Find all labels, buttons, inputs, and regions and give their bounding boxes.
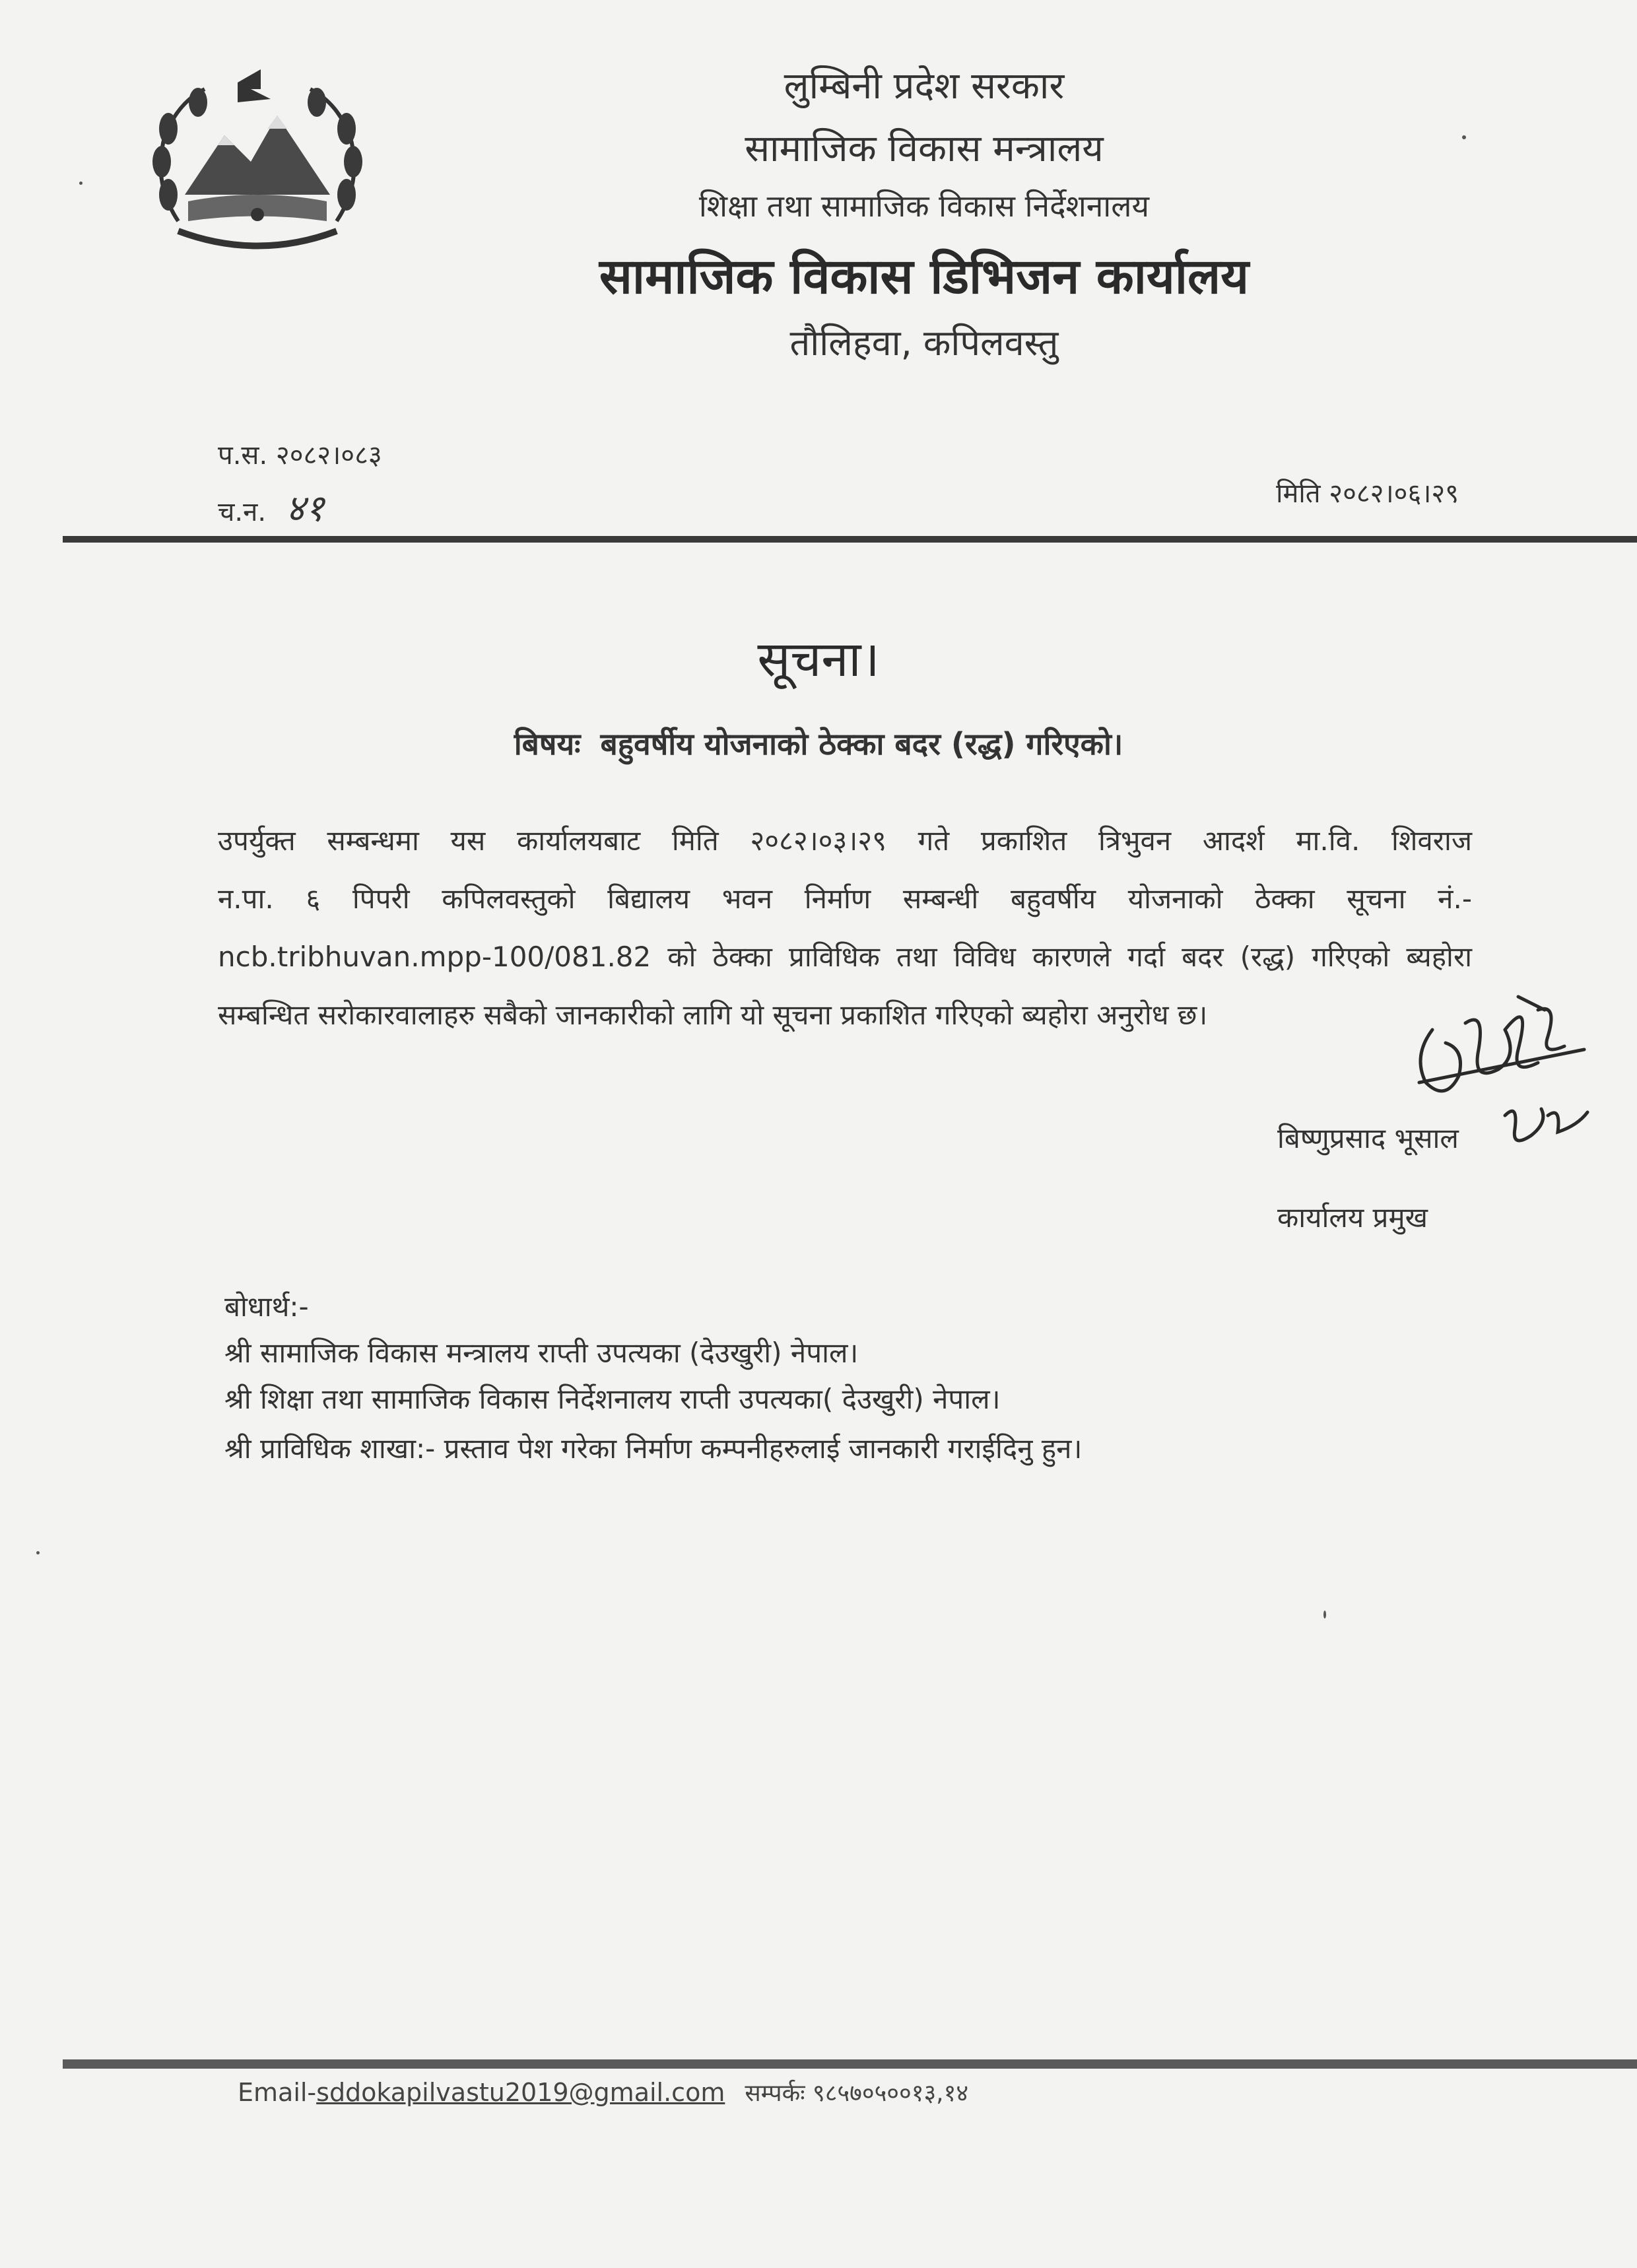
dispatch-label: च.न. (218, 497, 267, 527)
scan-speck (1462, 135, 1466, 139)
nepal-government-emblem-icon (139, 63, 376, 267)
cc-item: श्री शिक्षा तथा सामाजिक विकास निर्देशनालय राप्ती उपत्यका( देउखुरी) नेपाल। (224, 1383, 1001, 1415)
dispatch-number (218, 482, 324, 532)
notice-title: सूचना। (757, 631, 880, 688)
notice-subject (0, 723, 1637, 764)
body-line: न.पा. ६ पिपरी कपिलवस्तुको बिद्यालय भवन निर्माण सम्बन्धी बहुवर्षीय योजनाको ठेक्का सूचना नं.- (218, 883, 1472, 915)
issue-date: मिति २०८२।०६।२९ (1276, 479, 1459, 509)
office-name: सामाजिक विकास डिभिजन कार्यालय (599, 248, 1250, 305)
subject-label: बिषयः (514, 726, 581, 762)
fiscal-year: प.स. २०८२।०८३ (218, 440, 382, 471)
directorate-name: शिक्षा तथा सामाजिक विकास निर्देशनालय (698, 188, 1150, 224)
email-link[interactable]: sddokapilvastu2019@gmail.com (316, 2078, 725, 2107)
scan-speck (36, 1551, 40, 1554)
phone-number: सम्पर्कः ९८५७०५००१३,१४ (745, 2080, 969, 2107)
dispatch-value: ४१ (286, 487, 325, 530)
body-line: सम्बन्धित सरोकारवालाहरु सबैको जानकारीको लागि यो सूचना प्रकाशित गरिएको ब्यहोरा अनुरोध छ। (218, 999, 1208, 1031)
signatory-title: कार्यालय प्रमुख (1277, 1201, 1428, 1234)
body-line: उपर्युक्त सम्बन्धमा यस कार्यालयबाट मिति २०८२।०३।२९ गते प्रकाशित त्रिभुवन आदर्श मा.वि. शिवराज (218, 824, 1472, 857)
office-location: तौलिहवा, कपिलवस्तु (789, 322, 1059, 364)
header-divider (63, 536, 1637, 543)
body-line: ncb.tribhuvan.mpp-100/081.82 को ठेक्का प्राविधिक तथा विविध कारणले गर्दा बदर (रद्ध) गरिएको ब्यहोरा (218, 941, 1472, 973)
cc-item: श्री प्राविधिक शाखा:- प्रस्ताव पेश गरेका निर्माण कम्पनीहरुलाई जानकारी गराईदिनु हुन। (224, 1432, 1083, 1465)
scan-speck (1323, 1611, 1326, 1618)
cc-heading: बोधार्थ:- (224, 1290, 309, 1323)
subject-text: बहुवर्षीय योजनाको ठेक्का बदर (रद्ध) गरिएको। (600, 726, 1123, 762)
contact-footer (238, 2076, 968, 2108)
notice-body (218, 812, 1472, 1044)
ministry-name: सामाजिक विकास मन्त्रालय (745, 127, 1104, 170)
cc-item: श्री सामाजिक विकास मन्त्रालय राप्ती उपत्यका (देउखुरी) नेपाल। (224, 1337, 859, 1369)
email-label: Email- (238, 2078, 317, 2107)
signatory-name: बिष्णुप्रसाद भूसाल (1277, 1122, 1459, 1154)
footer-divider (63, 2059, 1637, 2069)
scan-speck (79, 182, 83, 185)
government-name: लुम्बिनी प्रदेश सरकार (784, 65, 1065, 108)
